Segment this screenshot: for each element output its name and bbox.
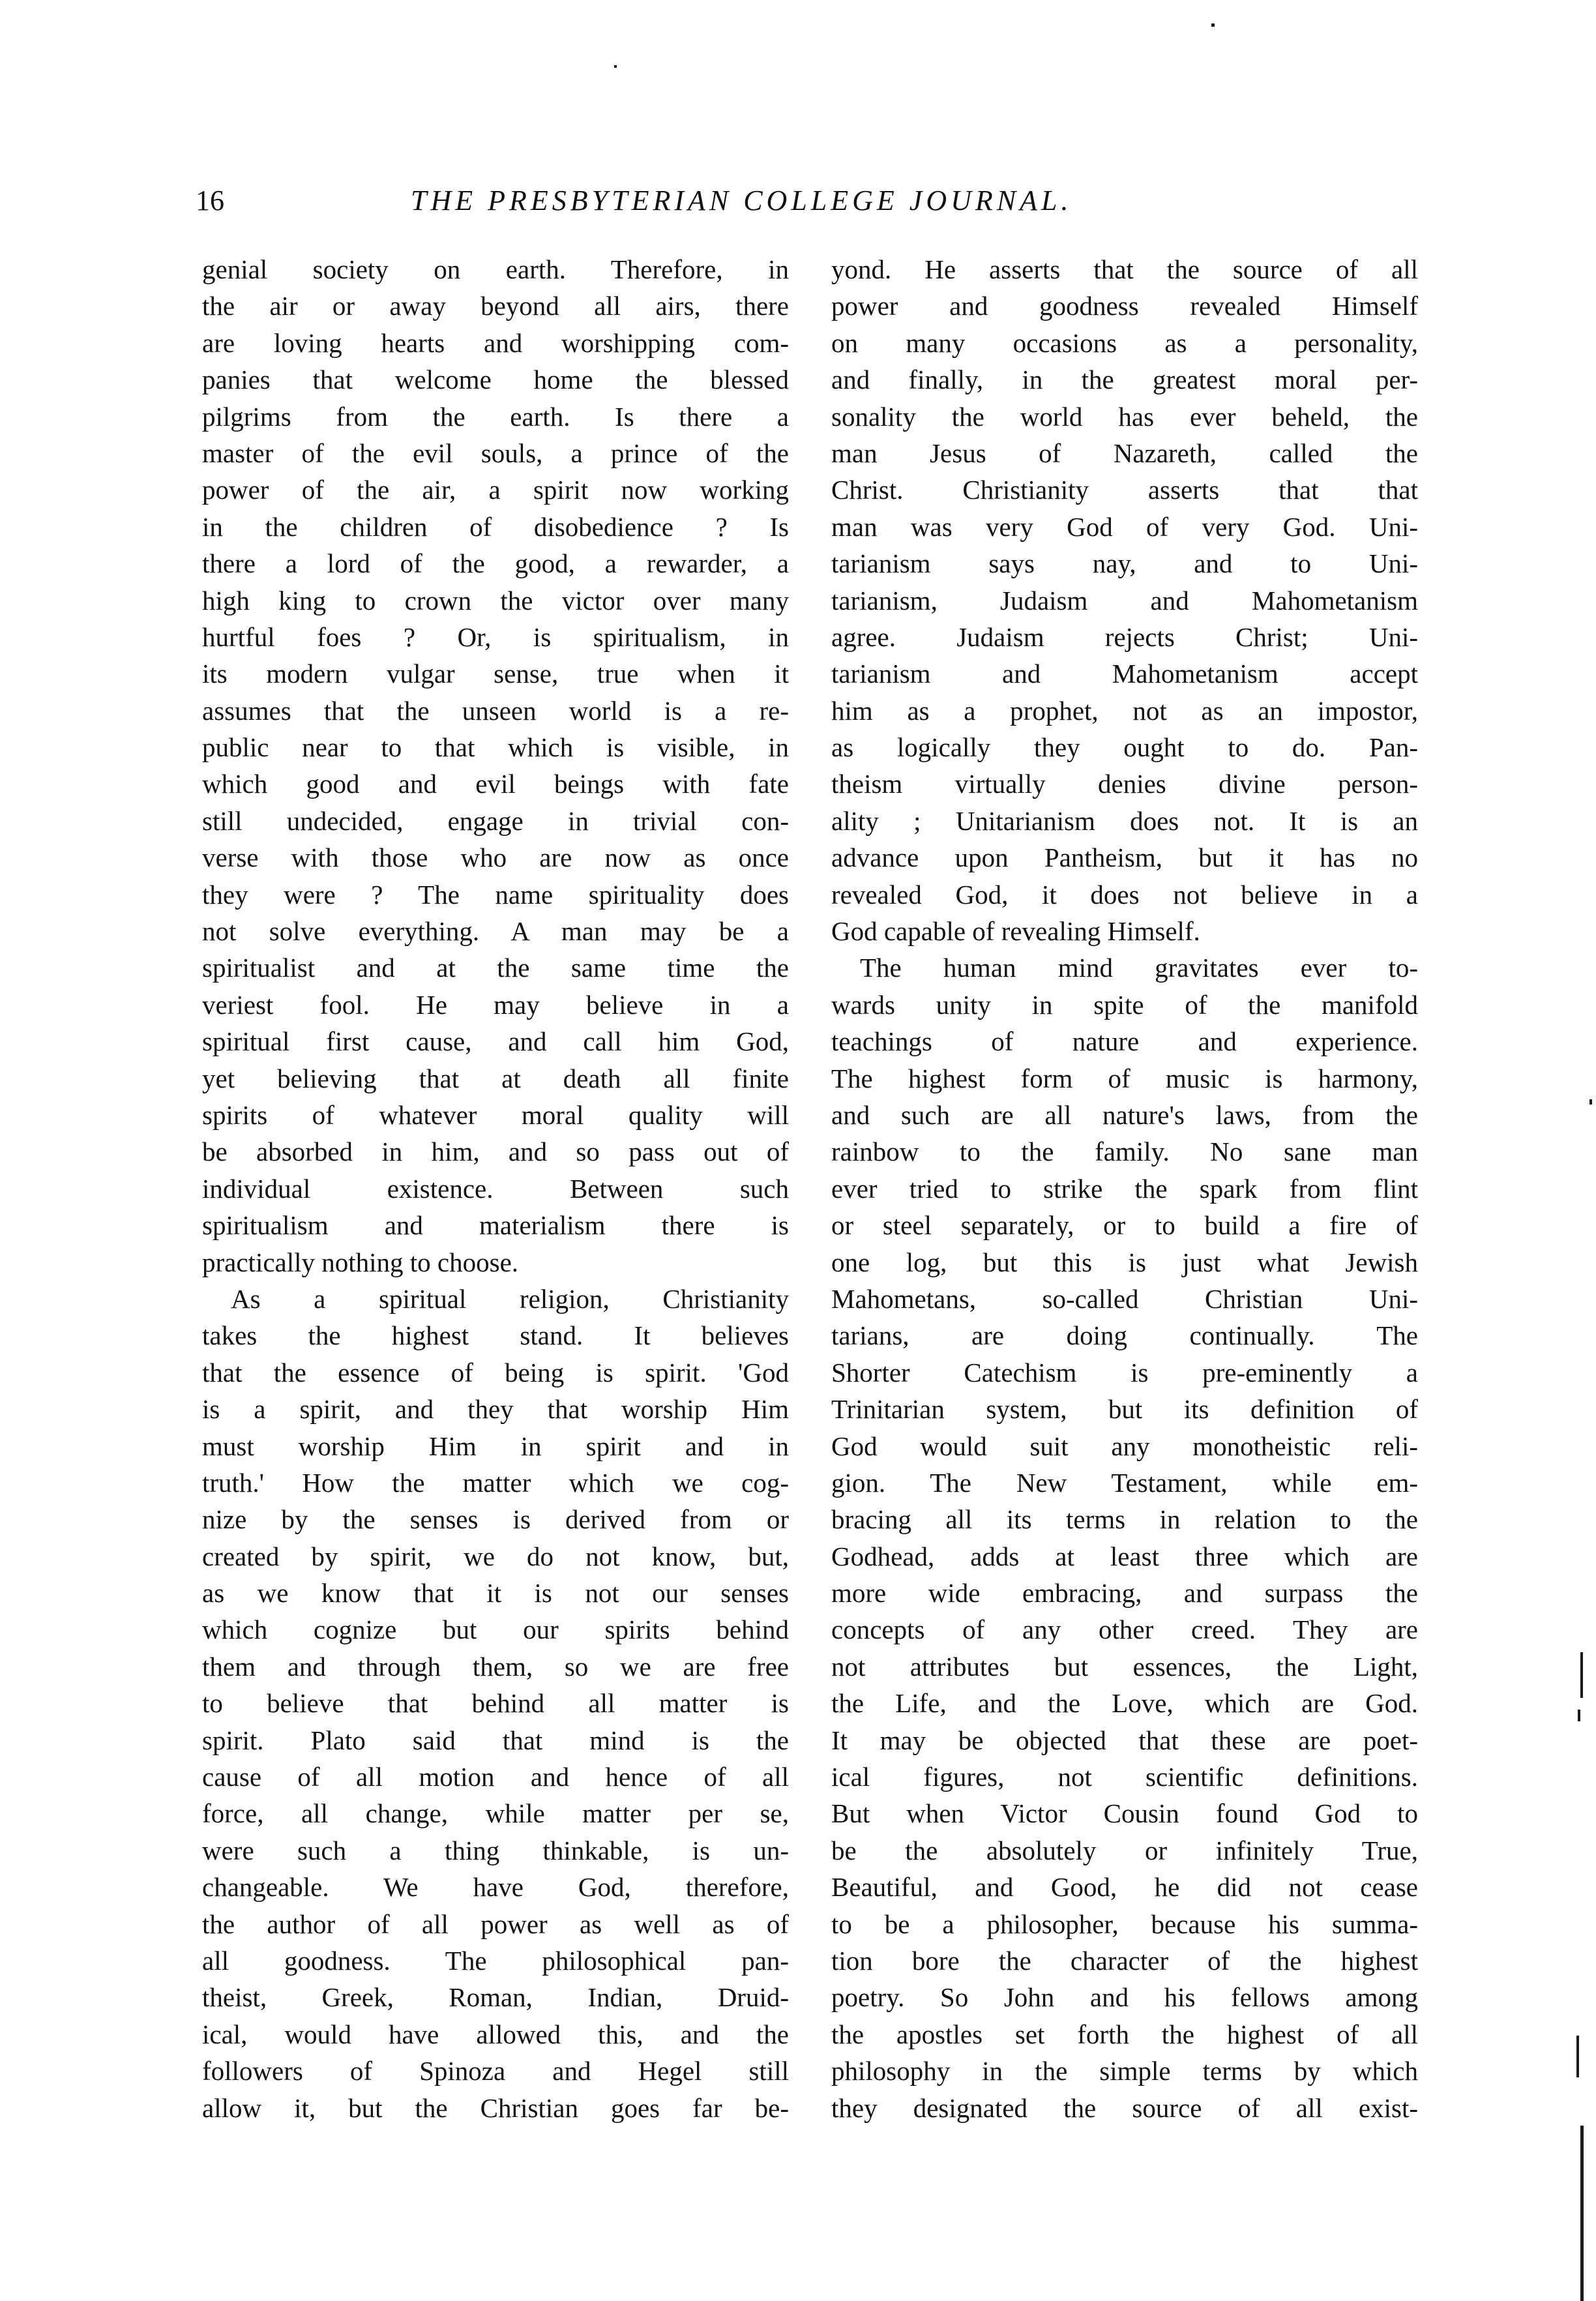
text-line: on many occasions as a personality, (831, 327, 1418, 358)
text-line: not solve everything. A man may be a (202, 916, 789, 947)
text-line: as we know that it is not our senses (202, 1578, 789, 1609)
text-line: tarianism, Judaism and Mahometanism (831, 585, 1418, 616)
text-line: panies that welcome home the blessed (202, 364, 789, 395)
text-line: as logically they ought to do. Pan- (831, 732, 1418, 763)
text-line: power of the air, a spirit now working (202, 475, 789, 505)
text-line: The highest form of music is harmony, (831, 1063, 1418, 1093)
text-line: in the children of disobedience ? Is (202, 511, 789, 542)
text-line: concepts of any other creed. They are (831, 1614, 1418, 1645)
text-line: agree. Judaism rejects Christ; Uni- (831, 621, 1418, 652)
text-line: takes the highest stand. It believes (202, 1320, 789, 1351)
text-line: Shorter Catechism is pre-eminently a (831, 1357, 1418, 1388)
text-line: But when Victor Cousin found God to (831, 1798, 1418, 1829)
text-line: man Jesus of Nazareth, called the (831, 438, 1418, 468)
page-number: 16 (196, 185, 224, 216)
text-line: ever tried to strike the spark from flint (831, 1173, 1418, 1204)
text-line: spiritual first cause, and call him God, (202, 1026, 789, 1057)
right-text-column (831, 251, 1418, 2126)
text-line: tarianism and Mahometanism accept (831, 659, 1418, 689)
text-line: tion bore the character of the highest (831, 1945, 1418, 1976)
text-line: public near to that which is visible, in (202, 732, 789, 763)
text-line: ality ; Unitarianism does not. It is an (831, 805, 1418, 836)
text-line: theist, Greek, Roman, Indian, Druid- (202, 1982, 789, 2013)
scan-edge-mark (1580, 2126, 1584, 2301)
text-line: is a spirit, and they that worship Him (202, 1394, 789, 1425)
text-line: wards unity in spite of the manifold (831, 989, 1418, 1020)
text-line: were such a thing thinkable, is un- (202, 1835, 789, 1865)
text-line: practically nothing to choose. (202, 1247, 519, 1277)
text-line: the air or away beyond all airs, there (202, 291, 789, 321)
text-line: or steel separately, or to build a fire of (831, 1210, 1418, 1241)
text-line: that the essence of being is spirit. 'God (202, 1357, 789, 1388)
text-line: verse with those who are now as once (202, 842, 789, 873)
scan-edge-mark (1580, 1652, 1583, 1698)
text-line: allow it, but the Christian goes far be- (202, 2092, 789, 2123)
text-line: It may be objected that these are poet- (831, 1725, 1418, 1755)
text-line: and such are all nature's laws, from the (831, 1099, 1418, 1130)
text-line: spiritualism and materialism there is (202, 1210, 789, 1241)
text-line: God would suit any monotheistic reli- (831, 1431, 1418, 1461)
text-line: not attributes but essences, the Light, (831, 1651, 1418, 1682)
text-line: Trinitarian system, but its definition of (831, 1394, 1418, 1425)
text-line: they were ? The name spirituality does (202, 879, 789, 910)
text-line: high king to crown the victor over many (202, 585, 789, 616)
text-line: teachings of nature and experience. (831, 1026, 1418, 1057)
text-line: pilgrims from the earth. Is there a (202, 401, 789, 432)
text-line: philosophy in the simple terms by which (831, 2056, 1418, 2086)
text-line: individual existence. Between such (202, 1173, 789, 1204)
text-line: God capable of revealing Himself. (831, 916, 1200, 947)
text-line: genial society on earth. Therefore, in (202, 254, 789, 284)
text-line: there a lord of the good, a rewarder, a (202, 548, 789, 579)
text-line: still undecided, engage in trivial con- (202, 805, 789, 836)
text-line: veriest fool. He may believe in a (202, 989, 789, 1020)
text-line: must worship Him in spirit and in (202, 1431, 789, 1461)
page-header (196, 181, 1421, 227)
text-line: rainbow to the family. No sane man (831, 1136, 1418, 1167)
text-line: be the absolutely or infinitely True, (831, 1835, 1418, 1865)
running-title: THE PRESBYTERIAN COLLEGE JOURNAL. (411, 185, 1072, 216)
text-line: Beautiful, and Good, he did not cease (831, 1872, 1418, 1903)
text-line: truth.' How the matter which we cog- (202, 1467, 789, 1498)
text-line: which good and evil beings with fate (202, 769, 789, 799)
text-line: nize by the senses is derived from or (202, 1504, 789, 1535)
text-line: the author of all power as well as of (202, 1908, 789, 1939)
text-line: advance upon Pantheism, but it has no (831, 842, 1418, 873)
scan-edge-mark (1578, 1710, 1580, 1721)
scan-speck (1589, 1099, 1592, 1105)
text-line: to believe that behind all matter is (202, 1688, 789, 1719)
scan-speck (1211, 23, 1215, 27)
text-line: which cognize but our spirits behind (202, 1614, 789, 1645)
text-line: all goodness. The philosophical pan- (202, 1945, 789, 1976)
text-line: gion. The New Testament, while em- (831, 1467, 1418, 1498)
text-line: ical, would have allowed this, and the (202, 2019, 789, 2049)
text-line: them and through them, so we are free (202, 1651, 789, 1682)
text-line: one log, but this is just what Jewish (831, 1247, 1418, 1277)
text-line: and finally, in the greatest moral per- (831, 364, 1418, 395)
left-text-column (202, 251, 789, 2126)
text-line: power and goodness revealed Himself (831, 291, 1418, 321)
text-line: theism virtually denies divine person- (831, 769, 1418, 799)
text-line: As a spiritual religion, Christianity (231, 1283, 789, 1314)
text-line: spiritualist and at the same time the (202, 953, 789, 983)
text-line: be absorbed in him, and so pass out of (202, 1136, 789, 1167)
scan-speck (614, 65, 617, 68)
text-line: him as a prophet, not as an impostor, (831, 695, 1418, 726)
text-line: master of the evil souls, a prince of the (202, 438, 789, 468)
text-line: bracing all its terms in relation to the (831, 1504, 1418, 1535)
text-line: the Life, and the Love, which are God. (831, 1688, 1418, 1719)
text-line: spirits of whatever moral quality will (202, 1099, 789, 1130)
text-line: they designated the source of all exist- (831, 2092, 1418, 2123)
text-line: followers of Spinoza and Hegel still (202, 2056, 789, 2086)
text-line: to be a philosopher, because his summa- (831, 1908, 1418, 1939)
text-line: created by spirit, we do not know, but, (202, 1541, 789, 1571)
text-line: revealed God, it does not believe in a (831, 879, 1418, 910)
text-line: ical figures, not scientific definitions. (831, 1762, 1418, 1792)
text-line: man was very God of very God. Uni- (831, 511, 1418, 542)
text-line: hurtful foes ? Or, is spiritualism, in (202, 621, 789, 652)
text-line: tarians, are doing continually. The (831, 1320, 1418, 1351)
text-line: Christ. Christianity asserts that that (831, 475, 1418, 505)
text-line: yond. He asserts that the source of all (831, 254, 1418, 284)
text-line: more wide embracing, and surpass the (831, 1578, 1418, 1609)
text-line: Mahometans, so-called Christian Uni- (831, 1283, 1418, 1314)
text-line: Godhead, adds at least three which are (831, 1541, 1418, 1571)
text-line: The human mind gravitates ever to- (860, 953, 1418, 983)
text-line: yet believing that at death all finite (202, 1063, 789, 1093)
scan-edge-mark (1576, 2036, 1579, 2077)
text-line: sonality the world has ever beheld, the (831, 401, 1418, 432)
text-line: its modern vulgar sense, true when it (202, 659, 789, 689)
text-line: assumes that the unseen world is a re- (202, 695, 789, 726)
text-line: changeable. We have God, therefore, (202, 1872, 789, 1903)
text-line: are loving hearts and worshipping com- (202, 327, 789, 358)
text-line: force, all change, while matter per se, (202, 1798, 789, 1829)
text-line: the apostles set forth the highest of all (831, 2019, 1418, 2049)
text-line: spirit. Plato said that mind is the (202, 1725, 789, 1755)
text-line: tarianism says nay, and to Uni- (831, 548, 1418, 579)
text-line: cause of all motion and hence of all (202, 1762, 789, 1792)
text-line: poetry. So John and his fellows among (831, 1982, 1418, 2013)
